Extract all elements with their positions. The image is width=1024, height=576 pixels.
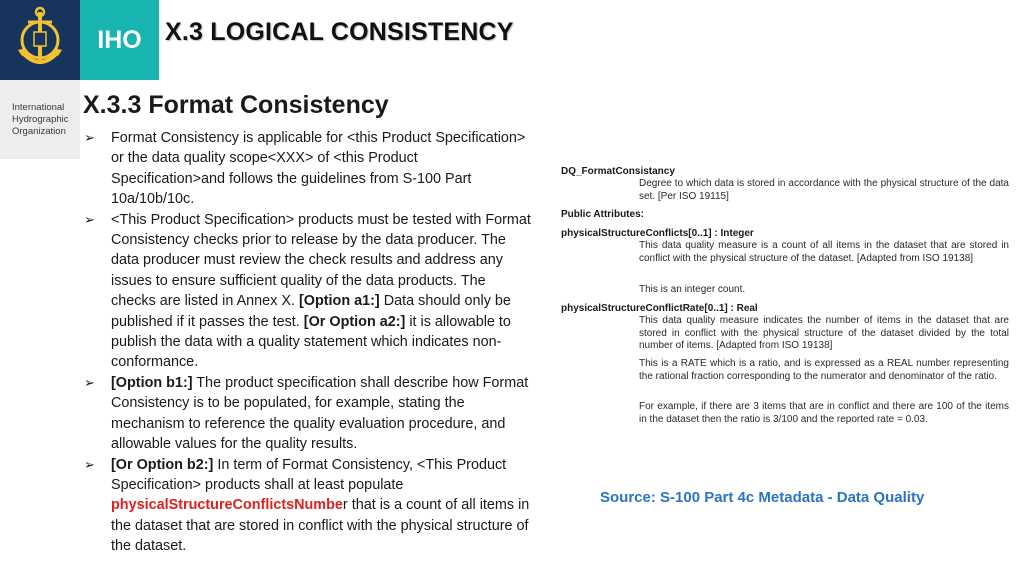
attribute-name: physicalStructureConflicts[0..1] : Integer bbox=[561, 228, 754, 239]
figure-class-name: DQ_FormatConsistancy bbox=[561, 166, 675, 177]
bullet-text: Data should only be published if it passes the test. bbox=[111, 293, 511, 330]
anchor-emblem-icon bbox=[0, 0, 80, 80]
figure-class-description: Degree to which data is stored in accordance with the physical structure of the data set. [Per ISO 19115] bbox=[639, 178, 1009, 202]
option-label: [Or Option a2:] bbox=[303, 313, 406, 330]
attribute-description: This data quality measure indicates the number of items in the dataset that are stored in conflict with the physical structure of the dataset divided by the total number of items. [Adapted from ISO 19138] bbox=[639, 315, 1009, 351]
org-line: International bbox=[12, 102, 65, 113]
bullet-text: In term of Format Consistency, <This Product Specification> products shall at least populate bbox=[111, 456, 507, 493]
public-attributes-label: Public Attributes: bbox=[561, 209, 644, 220]
org-line: Hydrographic bbox=[12, 114, 69, 125]
bullet-item bbox=[84, 210, 534, 373]
source-caption: Source: S-100 Part 4c Metadata - Data Quality bbox=[600, 489, 925, 506]
highlighted-attribute: physicalStructureConflictsNumbe bbox=[111, 497, 343, 514]
option-label: [Or Option b2:] bbox=[111, 456, 214, 473]
spec-figure bbox=[557, 162, 1012, 432]
iho-brand-badge: IHO bbox=[80, 0, 159, 80]
arrow-bullet-icon: ➢ bbox=[84, 211, 95, 227]
option-label: [Option b1:] bbox=[111, 374, 193, 391]
bullet-text: it is allowable to publish the data with a quality statement which indicates non-conformance. bbox=[111, 313, 511, 371]
attribute-description: For example, if there are 3 items that are in conflict and there are 100 of the items in the dataset then the ratio is 3/100 and the reported rate = 0.03. bbox=[639, 401, 1009, 425]
bullet-item bbox=[84, 128, 534, 210]
bullet-item bbox=[84, 455, 534, 557]
bullet-item bbox=[84, 373, 534, 455]
arrow-bullet-icon: ➢ bbox=[84, 130, 95, 145]
bullet-text: <This Product Specification> products must be tested with Format Consistency checks prior to release by the data producer. The data producer must review the check results and address any issues to ensure sufficient quality of the data products. The checks are listed in Annex X. bbox=[111, 211, 531, 310]
bullet-text: r that is a count of all items in the dataset that are stored in conflict with the physical structure of the dataset. bbox=[111, 497, 530, 555]
arrow-bullet-icon: ➢ bbox=[84, 374, 95, 390]
attribute-name: physicalStructureConflictRate[0..1] : Real bbox=[561, 303, 758, 314]
bullet-text: The product specification shall describe how Format Consistency is to be populated, for example, stating the mechanism to reference the quality evaluation procedure, and allowable values for the quality results. bbox=[111, 374, 529, 453]
section-heading: X.3.3 Format Consistency bbox=[83, 91, 389, 119]
slide-title: X.3 LOGICAL CONSISTENCY bbox=[165, 18, 514, 46]
attribute-description: This data quality measure is a count of all items in the dataset that are stored in conflict with the physical structure of the dataset. [Adapted from ISO 19138] bbox=[639, 240, 1009, 264]
attribute-description: This is an integer count. bbox=[639, 284, 746, 295]
attribute-description: This is a RATE which is a ratio, and is expressed as a REAL number representing the rational fraction corresponding to the numerator and denominator of the ratio. bbox=[639, 358, 1009, 382]
bullet-list bbox=[84, 128, 534, 557]
organization-name bbox=[0, 80, 80, 159]
org-line: Organization bbox=[12, 126, 66, 137]
arrow-bullet-icon: ➢ bbox=[84, 456, 95, 472]
bullet-text: Format Consistency is applicable for <this Product Specification> or the data quality scope<XXX> of <this Product Specification>and follows the guidelines from S-100 Part 10a/10b/10c. bbox=[111, 130, 526, 208]
option-label: [Option a1:] bbox=[298, 293, 380, 310]
iho-logo bbox=[0, 0, 80, 80]
